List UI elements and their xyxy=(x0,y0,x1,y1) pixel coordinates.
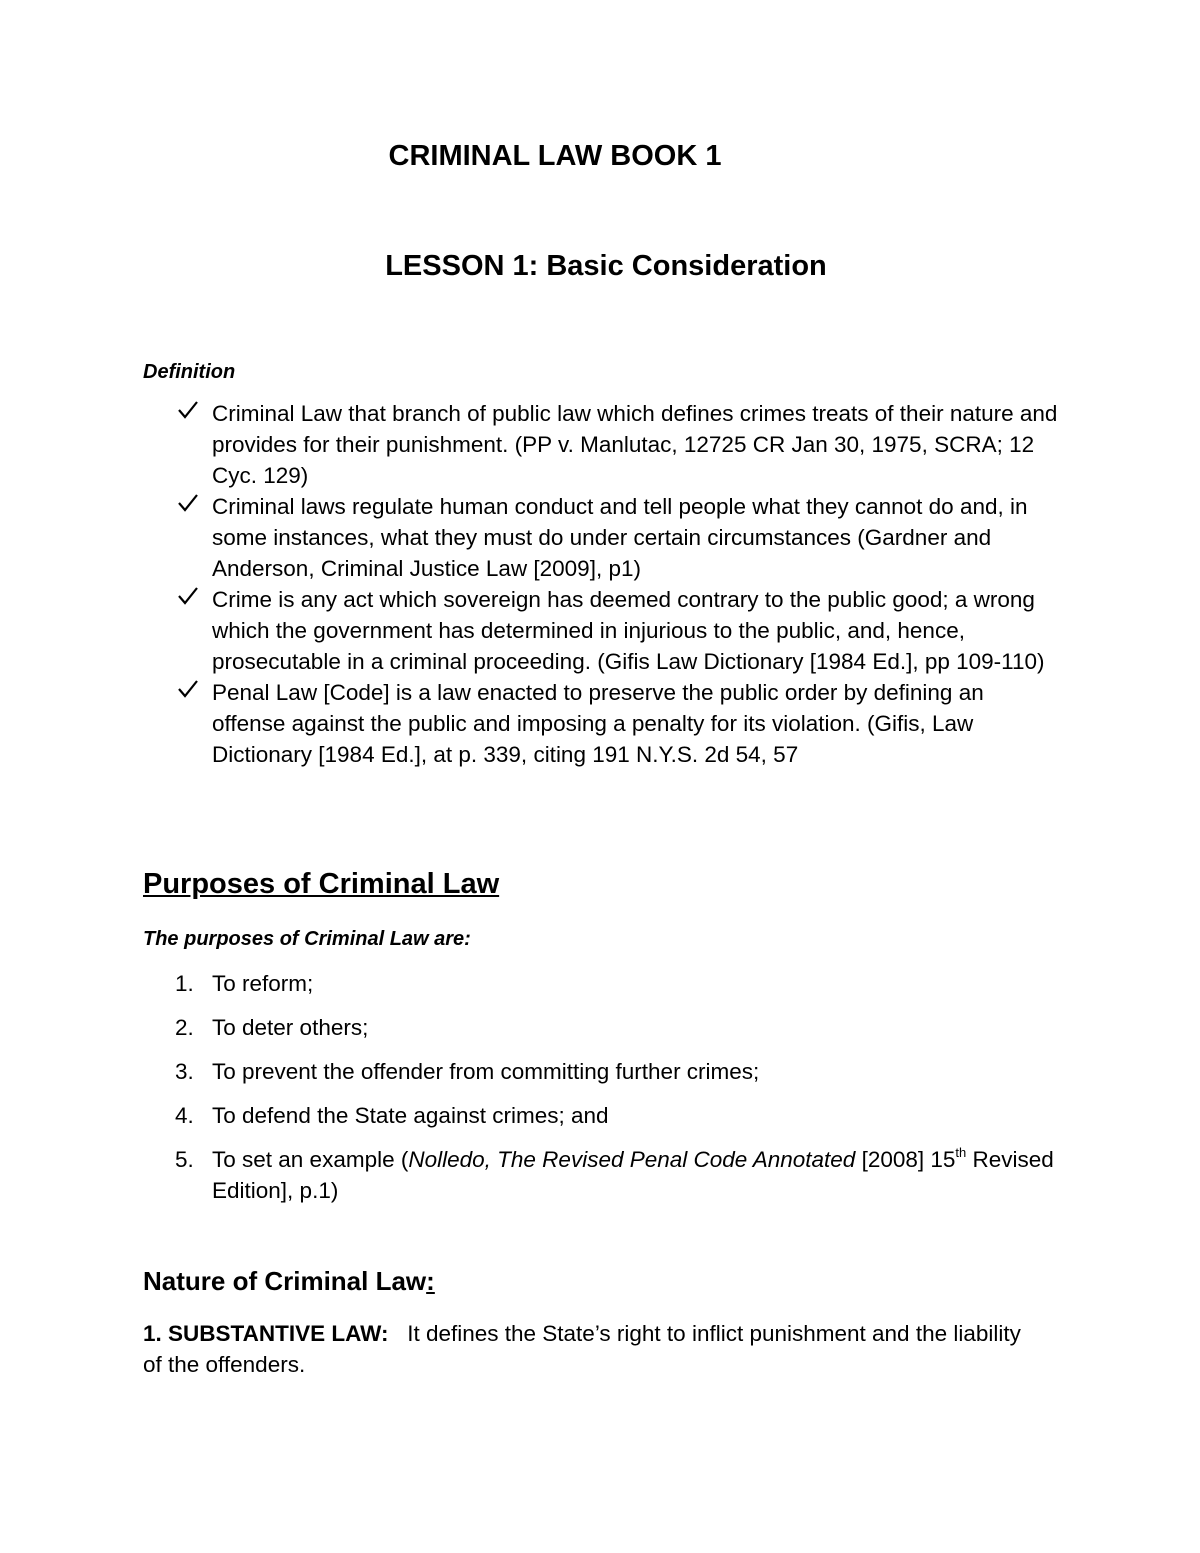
definition-text: Penal Law [Code] is a law enacted to preserve the public order by defining an offense against the public and imposing a penalty for its violation. (Gifis, Law Dictionary [1984 Ed.], at p. 339, citing 191 N.Y.S. 2d 54, 57 xyxy=(212,680,984,767)
list-number: 1. xyxy=(175,971,194,996)
list-item xyxy=(143,1100,1063,1131)
substantive-law-paragraph xyxy=(143,1318,1043,1380)
purposes-intro: The purposes of Criminal Law are: xyxy=(143,928,471,950)
list-number: 4. xyxy=(175,1103,194,1128)
checkmark-icon xyxy=(177,399,199,421)
purpose-text-post: Revised Edition], p.1) xyxy=(212,1147,1054,1203)
checkmark-icon xyxy=(177,585,199,607)
purpose-text-pre: To set an example ( xyxy=(212,1147,409,1172)
substantive-law-text: It defines the State’s right to inflict punishment and the liability of the offenders. xyxy=(143,1321,1028,1377)
purposes-list xyxy=(143,968,1063,1219)
nature-heading-colon: : xyxy=(426,1266,435,1296)
list-number: 5. xyxy=(175,1147,194,1172)
nature-heading-text: Nature of Criminal Law xyxy=(143,1266,427,1296)
definition-heading: Definition xyxy=(143,361,236,383)
list-number: 3. xyxy=(175,1059,194,1084)
definition-text: Criminal Law that branch of public law which defines crimes treats of their nature and provides for their punishment. (PP v. Manlutac, 12725 CR Jan 30, 1975, SCRA; 12 Cyc. 129) xyxy=(212,401,1058,488)
nature-heading xyxy=(143,1266,435,1297)
list-item xyxy=(143,1144,1063,1206)
definition-text: Criminal laws regulate human conduct and tell people what they cannot do and, in some instances, what they must do under certain circumstances (Gardner and Anderson, Criminal Justice Law [2009], p1) xyxy=(212,494,1028,581)
list-number: 2. xyxy=(175,1015,194,1040)
definition-list xyxy=(143,398,1063,770)
substantive-law-label: 1. SUBSTANTIVE LAW: xyxy=(143,1321,389,1346)
purposes-heading: Purposes of Criminal Law xyxy=(143,868,500,900)
list-item xyxy=(143,968,1063,999)
purpose-text: To prevent the offender from committing further crimes; xyxy=(212,1059,760,1084)
purpose-text: To reform; xyxy=(212,971,314,996)
list-item xyxy=(143,584,1063,677)
ordinal-suffix: th xyxy=(955,1145,967,1160)
list-item xyxy=(143,398,1063,491)
citation-title: Nolledo, The Revised Penal Code Annotated xyxy=(408,1147,856,1172)
list-item xyxy=(143,1012,1063,1043)
checkmark-icon xyxy=(177,678,199,700)
purpose-text: To deter others; xyxy=(212,1015,369,1040)
document-title: CRIMINAL LAW BOOK 1 xyxy=(388,140,722,172)
purpose-text-mid: [2008] 15 xyxy=(855,1147,956,1172)
lesson-title: LESSON 1: Basic Consideration xyxy=(385,250,827,282)
list-item xyxy=(143,677,1063,770)
list-item xyxy=(143,491,1063,584)
purpose-text: To defend the State against crimes; and xyxy=(212,1103,609,1128)
list-item xyxy=(143,1056,1063,1087)
definition-text: Crime is any act which sovereign has deemed contrary to the public good; a wrong which the government has determined in injurious to the public, and, hence, prosecutable in a criminal proceeding. (Gifis Law Dictionary [1984 Ed.], pp 109-110) xyxy=(212,587,1045,674)
checkmark-icon xyxy=(177,492,199,514)
